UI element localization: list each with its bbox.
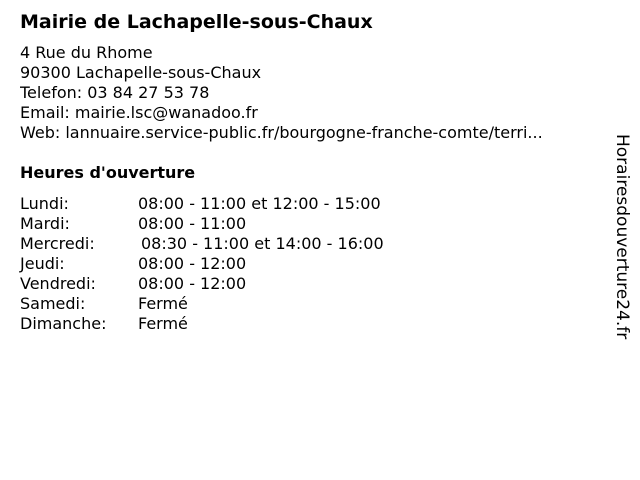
hours-row-tuesday: [20, 214, 384, 234]
time-value: 08:00 - 12:00: [138, 254, 247, 273]
day-label: Samedi:: [20, 294, 86, 313]
opening-hours-list: [20, 194, 384, 334]
hours-row-wednesday: [20, 234, 384, 254]
time-value: Fermé: [138, 294, 188, 313]
day-label: Mardi:: [20, 214, 70, 233]
hours-row-monday: [20, 194, 384, 214]
web-line: Web: lannuaire.service-public.fr/bourgogne-franche-comte/terri...: [20, 123, 543, 142]
hours-row-friday: [20, 274, 384, 294]
contact-info: [20, 43, 600, 143]
hours-row-sunday: [20, 314, 384, 334]
phone-line: Telefon: 03 84 27 53 78: [20, 83, 210, 102]
time-value: 08:00 - 11:00 et 12:00 - 15:00: [138, 194, 381, 213]
address-line: 4 Rue du Rhome: [20, 43, 153, 62]
hours-row-thursday: [20, 254, 384, 274]
time-value: 08:00 - 11:00: [138, 214, 247, 233]
opening-hours-heading: Heures d'ouverture: [20, 163, 196, 182]
site-watermark: Horairesdouverture24.fr: [612, 134, 632, 340]
day-label: Mercredi:: [20, 234, 95, 253]
time-value: 08:30 - 11:00 et 14:00 - 16:00: [141, 234, 384, 253]
day-label: Dimanche:: [20, 314, 107, 333]
day-label: Lundi:: [20, 194, 69, 213]
email-line: Email: mairie.lsc@wanadoo.fr: [20, 103, 258, 122]
city-line: 90300 Lachapelle-sous-Chaux: [20, 63, 262, 82]
time-value: Fermé: [138, 314, 188, 333]
day-label: Jeudi:: [20, 254, 65, 273]
hours-row-saturday: [20, 294, 384, 314]
day-label: Vendredi:: [20, 274, 96, 293]
time-value: 08:00 - 12:00: [138, 274, 247, 293]
page-title: Mairie de Lachapelle-sous-Chaux: [20, 11, 373, 33]
